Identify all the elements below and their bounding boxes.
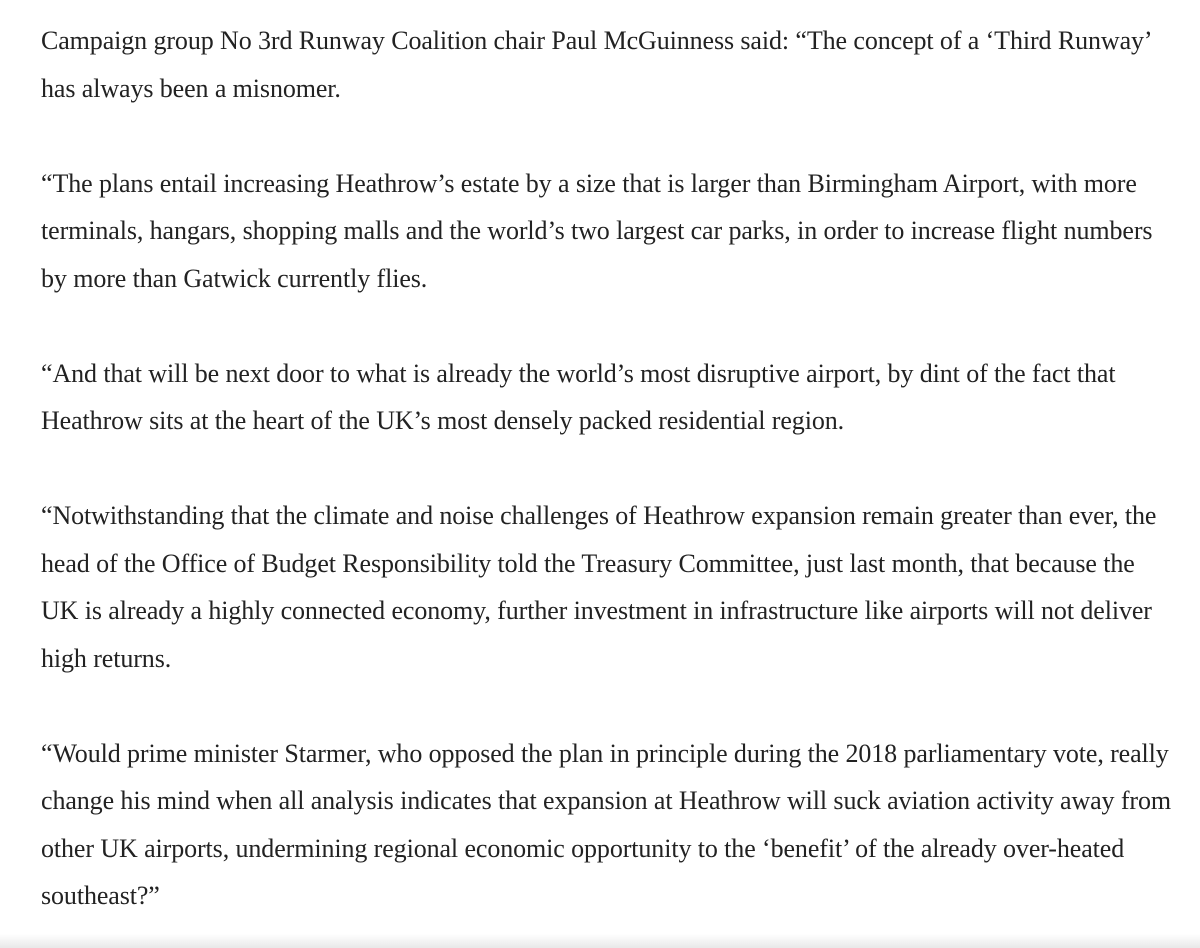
- article-paragraph-3: “And that will be next door to what is already the world’s most disruptive airport, by dint of the fact that Heathrow sits at the heart of the UK’s most densely packed residential region.: [41, 358, 1116, 435]
- article-body: [41, 17, 1176, 920]
- article-paragraph-5: “Would prime minister Starmer, who opposed the plan in principle during the 2018 parliamentary vote, really change his mind when all analysis indicates that expansion at Heathrow will suck aviation activity away from other UK airports, undermining regional economic opportunity to the ‘benefit’ of the already over-heated southeast?”: [41, 738, 1172, 910]
- bottom-shadow-divider: [0, 934, 1200, 948]
- article-paragraph-1: Campaign group No 3rd Runway Coalition chair Paul McGuinness said: “The concept of a ‘Third Runway’ has always been a misnomer.: [41, 26, 1151, 103]
- article-paragraph-4: “Notwithstanding that the climate and noise challenges of Heathrow expansion remain greater than ever, the head of the Office of Budget Responsibility told the Treasury Committee, just last month, that because the UK is already a highly connected economy, further investment in infrastructure like airports will not deliver high returns.: [41, 501, 1157, 673]
- article-paragraph-2: “The plans entail increasing Heathrow’s estate by a size that is larger than Birmingham Airport, with more terminals, hangars, shopping malls and the world’s two largest car parks, in order to increase flight numbers by more than Gatwick currently flies.: [41, 168, 1153, 293]
